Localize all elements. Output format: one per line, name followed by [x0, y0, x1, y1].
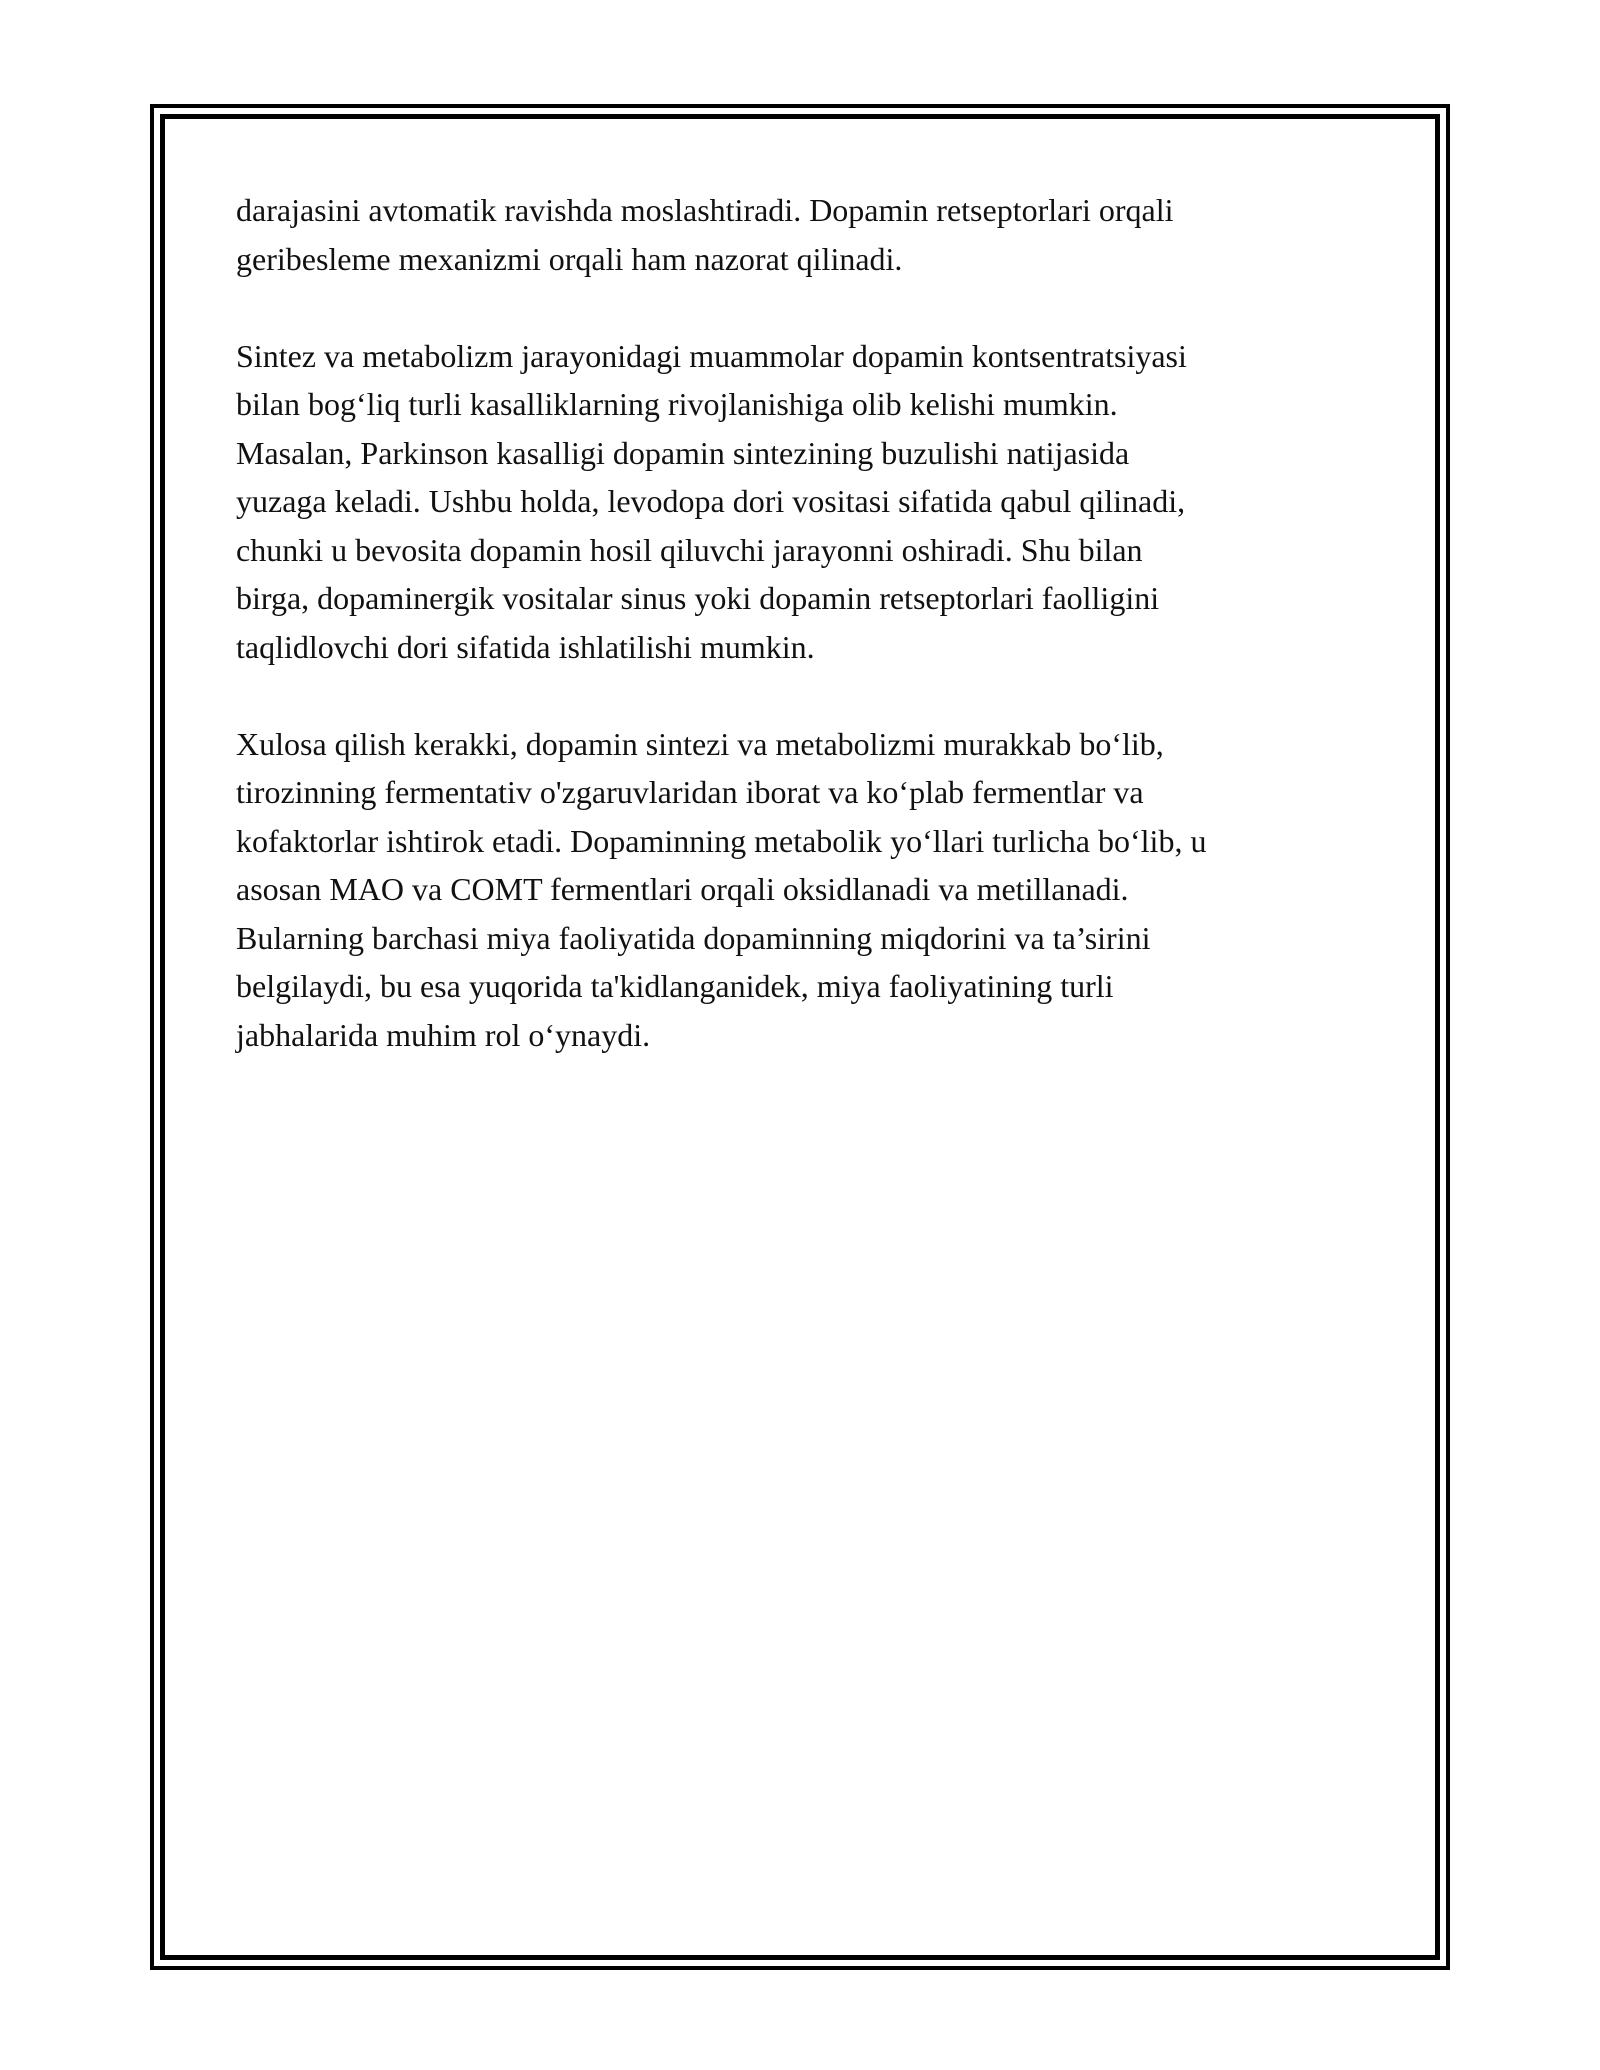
- text-line: tirozinning fermentativ o'zgaruvlaridan iborat va ko‘plab fermentlar va: [236, 774, 1144, 810]
- text-line: Masalan, Parkinson kasalligi dopamin sintezining buzulishi natijasida: [236, 434, 1130, 471]
- text-line: yuzaga keladi. Ushbu holda, levodopa dori vositasi sifatida qabul qilinadi,: [236, 483, 1186, 519]
- text-line: Sintez va metabolizm jarayonidagi muammolar dopamin kontsentratsiyasi: [236, 337, 1187, 374]
- text-line: chunki u bevosita dopamin hosil qiluvchi jarayonni oshiradi. Shu bilan: [236, 531, 1143, 568]
- paragraph-3: [236, 720, 1366, 1060]
- body-text: [236, 186, 1366, 1108]
- text-line: birga, dopaminergik vositalar sinus yoki dopamin retseptorlari faolligini: [236, 580, 1160, 616]
- text-line: asosan MAO va COMT fermentlari orqali oksidlanadi va metillanadi.: [236, 871, 1129, 907]
- paragraph-1: [236, 186, 1366, 283]
- text-line: geribesleme mexanizmi orqali ham nazorat qilinadi.: [236, 240, 903, 277]
- text-line: belgilaydi, bu esa yuqorida ta'kidlanganidek, miya faoliyatining turli: [236, 968, 1114, 1004]
- text-line: taqlidlovchi dori sifatida ishlatilishi mumkin.: [236, 628, 815, 665]
- text-line: kofaktorlar ishtirok etadi. Dopaminning metabolik yo‘llari turlicha bo‘lib, u: [236, 822, 1207, 859]
- text-line: Xulosa qilish kerakki, dopamin sintezi va metabolizmi murakkab bo‘lib,: [236, 725, 1164, 762]
- text-line: bilan bog‘liq turli kasalliklarning rivojlanishiga olib kelishi mumkin.: [236, 386, 1118, 422]
- text-line: Bularning barchasi miya faoliyatida dopaminning miqdorini va ta’sirini: [236, 919, 1151, 956]
- text-line: darajasini avtomatik ravishda moslashtiradi. Dopamin retseptorlari orqali: [236, 192, 1174, 228]
- paragraph-2: [236, 332, 1366, 672]
- text-line: jabhalarida muhim rol o‘ynaydi.: [236, 1016, 651, 1053]
